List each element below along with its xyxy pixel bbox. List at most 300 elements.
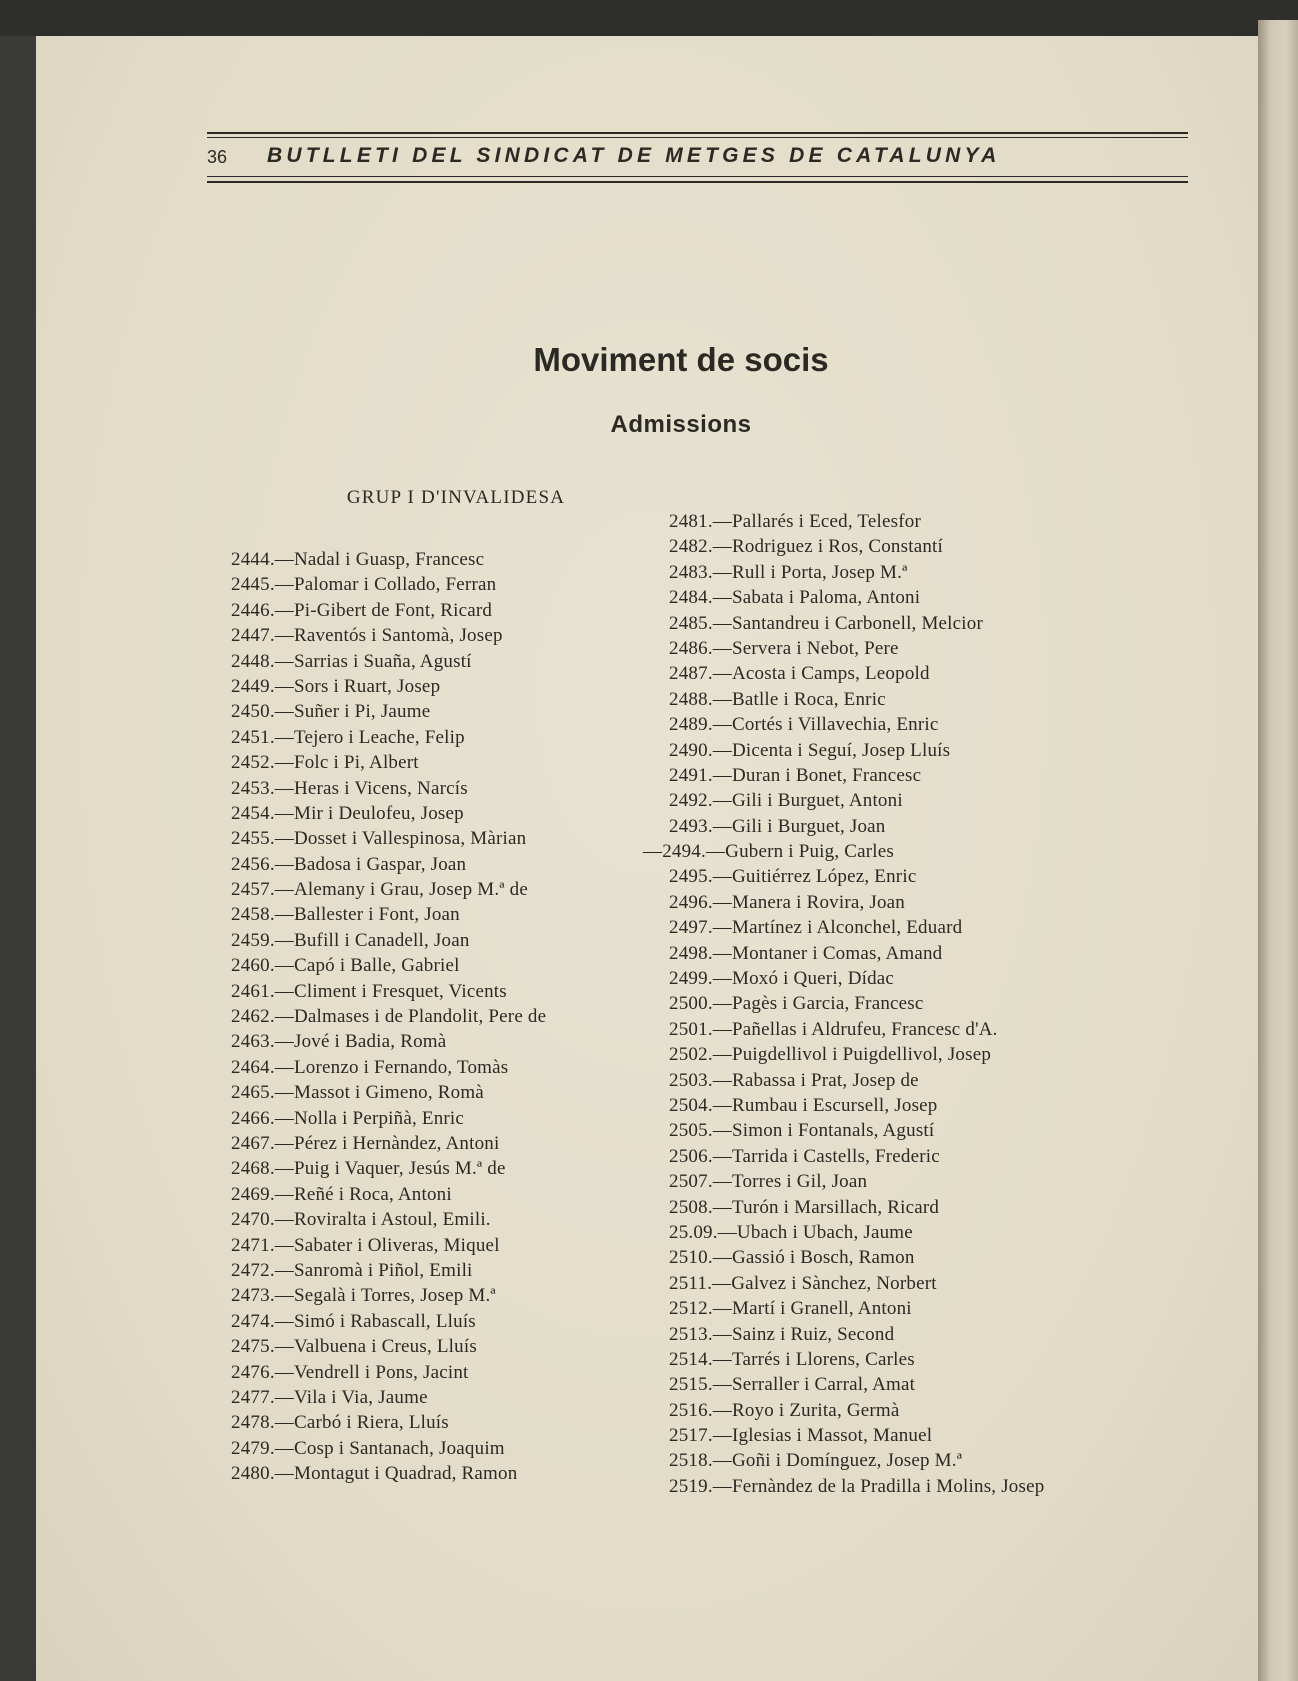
member-name: Guitiérrez López, Enric: [731, 866, 917, 888]
member-name: Lorenzo i Fernando, Tomàs: [293, 1056, 509, 1078]
member-name: Pi-Gibert de Font, Ricard: [293, 599, 493, 621]
member-entry: [669, 1220, 1044, 1245]
member-name: Montagut i Quadrad, Ramon: [293, 1463, 518, 1485]
entry-separator: .—: [269, 726, 294, 748]
member-number: 2502: [669, 1044, 708, 1066]
member-name: Heras i Vicens, Narcís: [293, 777, 468, 799]
member-name: Dalmases i de Plandolit, Pere de: [293, 1006, 547, 1028]
entry-separator: .—: [707, 511, 732, 532]
member-number: 2474: [231, 1310, 270, 1332]
member-number: 2478: [231, 1412, 270, 1434]
member-name: Iglesias i Massot, Manuel: [731, 1425, 933, 1447]
member-entry: [231, 1436, 546, 1461]
journal-title: BUTLLETI DEL SINDICAT DE METGES DE CATALUNYA: [267, 144, 1001, 167]
member-name: Sabater i Oliveras, Miquel: [293, 1234, 500, 1256]
member-number: 2476: [231, 1361, 270, 1383]
entry-separator: .—: [269, 1310, 294, 1332]
member-name: Dosset i Vallespinosa, Màrian: [293, 828, 527, 850]
right-member-list: [643, 509, 1045, 1499]
entry-separator: .—: [707, 1425, 732, 1447]
entry-separator: .—: [707, 1399, 732, 1421]
entry-separator: .—: [269, 828, 294, 850]
member-number: 2490: [669, 739, 708, 761]
member-entry: [231, 699, 546, 724]
member-entry: [669, 534, 1044, 559]
member-name: Martínez i Alconchel, Eduard: [731, 917, 963, 939]
entry-separator: .—: [707, 1145, 732, 1167]
member-name: Reñé i Roca, Antoni: [293, 1183, 452, 1205]
member-number: 2486: [669, 637, 708, 659]
member-name: Santandreu i Carbonell, Melcior: [731, 612, 983, 634]
member-entry: [231, 1106, 546, 1131]
member-name: Duran i Bonet, Francesc: [731, 764, 922, 786]
header-rule: [207, 132, 1188, 134]
member-number: 2471: [231, 1234, 270, 1256]
member-entry: [231, 801, 546, 826]
member-name: Turón i Marsillach, Ricard: [731, 1196, 940, 1218]
member-name: Galvez i Sànchez, Norbert: [731, 1272, 937, 1294]
member-number: 2516: [669, 1399, 708, 1421]
section-subtitle: Admissions: [610, 411, 752, 438]
member-number: 2445: [231, 574, 270, 596]
member-entry: [669, 1245, 1044, 1270]
member-entry: [669, 509, 1044, 534]
member-entry: [231, 1207, 546, 1232]
member-number: 2481: [669, 511, 708, 532]
member-entry: [231, 1004, 546, 1029]
member-entry: [669, 1017, 1044, 1042]
entry-separator: .—: [707, 764, 732, 786]
member-name: Fernàndez de la Pradilla i Molins, Josep: [731, 1475, 1045, 1497]
member-entry: [231, 1055, 546, 1080]
member-number: 2495: [669, 866, 708, 888]
entry-separator: .—: [269, 1082, 294, 1104]
member-number: 2458: [231, 904, 270, 926]
member-entry: [231, 1410, 546, 1435]
member-number: 2468: [231, 1158, 270, 1180]
member-number: 2487: [669, 663, 708, 685]
entry-separator: .—: [707, 815, 732, 837]
member-name: Acosta i Camps, Leopold: [731, 663, 930, 685]
entry-separator: .—: [707, 790, 732, 812]
entry-separator: .—: [707, 917, 732, 939]
entry-separator: .—: [269, 650, 294, 672]
entry-separator: .—: [269, 549, 294, 570]
member-name: Bufill i Canadell, Joan: [293, 929, 470, 951]
member-entry: [669, 788, 1044, 813]
member-entry: [669, 1271, 1044, 1296]
member-name: Capó i Balle, Gabriel: [293, 955, 460, 977]
member-entry: [231, 1233, 546, 1258]
member-name: Royo i Zurita, Germà: [731, 1399, 900, 1421]
member-entry: [669, 1347, 1044, 1372]
member-entry: [669, 1372, 1044, 1397]
member-number: 2500: [669, 993, 708, 1015]
member-name: Gubern i Puig, Carles: [725, 841, 895, 863]
entry-separator: .—: [269, 1336, 294, 1358]
member-entry: [669, 636, 1044, 661]
entry-separator: .—: [707, 714, 732, 736]
member-number: 2447: [231, 625, 270, 647]
member-number: 2518: [669, 1450, 708, 1472]
member-number: 2505: [669, 1120, 708, 1142]
member-entry: [231, 1334, 546, 1359]
entry-separator: .—: [269, 1386, 294, 1408]
member-name: Pagès i Garcia, Francesc: [731, 993, 924, 1015]
member-entry: [231, 852, 546, 877]
member-number: 2477: [231, 1386, 270, 1408]
member-number: 2456: [231, 853, 270, 875]
header-rule: [207, 181, 1188, 183]
member-entry: [669, 738, 1044, 763]
entry-separator: .—: [269, 929, 294, 951]
member-name: Tarrés i Llorens, Carles: [731, 1348, 915, 1370]
member-name: Puig i Vaquer, Jesús M.ª de: [293, 1158, 506, 1180]
member-name: Vendrell i Pons, Jacint: [293, 1361, 469, 1383]
entry-separator: .—: [269, 752, 294, 774]
entry-separator: .—: [707, 1298, 732, 1320]
member-name: Gili i Burguet, Antoni: [731, 790, 903, 812]
member-number: 2508: [669, 1196, 708, 1218]
member-entry: [231, 826, 546, 851]
member-number: 2492: [669, 790, 708, 812]
entry-separator: .—: [269, 675, 294, 697]
member-name: Ballester i Font, Joan: [293, 904, 460, 926]
member-number: 2501: [669, 1018, 708, 1040]
member-number: 2462: [231, 1006, 270, 1028]
member-number: 2497: [669, 917, 708, 939]
member-entry: [231, 902, 546, 927]
member-entry: [231, 598, 546, 623]
member-number: 25.09: [669, 1221, 713, 1243]
member-entry: [231, 750, 546, 775]
member-entry: [669, 814, 1044, 839]
header-rule: [207, 176, 1188, 177]
entry-separator: .—: [707, 663, 732, 685]
member-number: 2464: [231, 1056, 270, 1078]
entry-separator: .—: [269, 1234, 294, 1256]
member-name: Raventós i Santomà, Josep: [293, 625, 503, 647]
member-entry: [669, 1296, 1044, 1321]
member-entry: [231, 674, 546, 699]
entry-separator: .—: [701, 841, 726, 863]
member-name: Sanromà i Piñol, Emili: [293, 1259, 473, 1281]
member-name: Jové i Badia, Romà: [293, 1031, 447, 1053]
member-name: Rull i Porta, Josep M.ª: [731, 561, 908, 583]
section-title: Moviment de socis: [533, 341, 829, 378]
member-number: 2517: [669, 1425, 708, 1447]
member-number: 2451: [231, 726, 270, 748]
entry-separator: .—: [707, 942, 732, 964]
member-name: Dicenta i Seguí, Josep Lluís: [731, 739, 951, 761]
member-name: Palomar i Collado, Ferran: [293, 574, 497, 596]
member-entry: [669, 915, 1044, 940]
entry-separator: .—: [712, 1221, 737, 1243]
member-entry: [669, 763, 1044, 788]
member-number: 2479: [231, 1437, 270, 1459]
member-number: 2489: [669, 714, 708, 736]
entry-separator: .—: [269, 1158, 294, 1180]
entry-separator: .—: [269, 980, 294, 1002]
member-entry: [669, 864, 1044, 889]
member-entry: [669, 991, 1044, 1016]
member-name: Badosa i Gaspar, Joan: [293, 853, 467, 875]
member-entry: [669, 687, 1044, 712]
member-entry: [231, 623, 546, 648]
member-entry: [231, 877, 546, 902]
member-name: Servera i Nebot, Pere: [731, 637, 899, 659]
entry-separator: .—: [269, 1056, 294, 1078]
member-name: Vila i Via, Jaume: [293, 1386, 428, 1408]
member-number: 2514: [669, 1348, 708, 1370]
entry-separator: .—: [269, 1132, 294, 1154]
entry-separator: .—: [707, 637, 732, 659]
member-name: Gili i Burguet, Joan: [731, 815, 886, 837]
member-number: 2491: [669, 764, 708, 786]
member-entry: [669, 1398, 1044, 1423]
entry-separator: .—: [269, 625, 294, 647]
member-entry: [669, 1195, 1044, 1220]
entry-separator: .—: [707, 561, 732, 583]
member-number: 2483: [669, 561, 708, 583]
member-number: 2503: [669, 1069, 708, 1091]
member-name: Roviralta i Astoul, Emili.: [293, 1209, 491, 1231]
left-member-list: [231, 547, 546, 1486]
entry-separator: .—: [269, 1259, 294, 1281]
entry-separator: .—: [707, 1069, 732, 1091]
entry-separator: .—: [707, 1348, 732, 1370]
member-number: 2460: [231, 955, 270, 977]
member-entry: [231, 1385, 546, 1410]
member-entry: [231, 1029, 546, 1054]
member-name: Montaner i Comas, Amand: [731, 942, 943, 964]
member-name: Segalà i Torres, Josep M.ª: [293, 1285, 496, 1307]
member-number: 2488: [669, 688, 708, 710]
member-entry: [669, 585, 1044, 610]
entry-separator: .—: [269, 879, 294, 901]
member-entry: [231, 649, 546, 674]
member-number: 2510: [669, 1247, 708, 1269]
member-number: 2455: [231, 828, 270, 850]
member-number: 2507: [669, 1171, 708, 1193]
member-number: 2463: [231, 1031, 270, 1053]
entry-separator: .—: [707, 1247, 732, 1269]
member-name: Manera i Rovira, Joan: [731, 891, 906, 913]
member-name: Moxó i Queri, Dídac: [731, 968, 895, 990]
member-name: Cortés i Villavechia, Enric: [731, 714, 939, 736]
member-name: Nolla i Perpiñà, Enric: [293, 1107, 465, 1129]
running-head: [207, 132, 1188, 184]
member-entry: [669, 966, 1044, 991]
member-name: Torres i Gil, Joan: [731, 1171, 868, 1193]
entry-separator: .—: [707, 968, 732, 990]
entry-separator: .—: [269, 1031, 294, 1053]
member-name: Cosp i Santanach, Joaquim: [293, 1437, 505, 1459]
member-name: Suñer i Pi, Jaume: [293, 701, 431, 723]
member-number: 2470: [231, 1209, 270, 1231]
member-name: Rodriguez i Ros, Constantí: [731, 536, 943, 558]
member-entry: [669, 1144, 1044, 1169]
member-name: Sabata i Paloma, Antoni: [731, 587, 921, 609]
member-number: 2448: [231, 650, 270, 672]
member-name: Pañellas i Aldrufeu, Francesc d'A.: [731, 1018, 998, 1040]
member-number: 2506: [669, 1145, 708, 1167]
member-number: 2444: [231, 549, 270, 570]
member-entry: [231, 1156, 546, 1181]
member-entry: [231, 928, 546, 953]
member-number: 2493: [669, 815, 708, 837]
member-name: Sors i Ruart, Josep: [293, 675, 441, 697]
entry-separator: .—: [707, 1450, 732, 1472]
entry-separator: .—: [707, 993, 732, 1015]
member-number: 2519: [669, 1475, 708, 1497]
member-name: Gassió i Bosch, Ramon: [731, 1247, 915, 1269]
member-number: 2457: [231, 879, 270, 901]
entry-separator: .—: [269, 599, 294, 621]
entry-separator: .—: [707, 1323, 732, 1345]
member-name: Mir i Deulofeu, Josep: [293, 802, 464, 824]
member-name: Carbó i Riera, Lluís: [293, 1412, 449, 1434]
member-name: Goñi i Domínguez, Josep M.ª: [731, 1450, 963, 1472]
member-number: 2472: [231, 1259, 270, 1281]
member-entry: [231, 1182, 546, 1207]
member-name: Tejero i Leache, Felip: [293, 726, 465, 748]
member-entry: [231, 953, 546, 978]
member-number: 2459: [231, 929, 270, 951]
scan-background: [0, 0, 1298, 36]
member-number: —2494: [643, 841, 701, 863]
entry-separator: .—: [269, 701, 294, 723]
member-entry: [669, 1068, 1044, 1093]
member-number: 2499: [669, 968, 708, 990]
member-entry: [643, 839, 1044, 864]
member-number: 2473: [231, 1285, 270, 1307]
member-name: Puigdellivol i Puigdellivol, Josep: [731, 1044, 992, 1066]
entry-separator: .—: [269, 904, 294, 926]
group-heading: GRUP I D'INVALIDESA: [346, 487, 566, 508]
member-number: 2465: [231, 1082, 270, 1104]
entry-separator: .—: [269, 1183, 294, 1205]
member-name: Simó i Rabascall, Lluís: [293, 1310, 476, 1332]
member-number: 2450: [231, 701, 270, 723]
member-entry: [669, 1093, 1044, 1118]
member-entry: [669, 890, 1044, 915]
entry-separator: .—: [269, 1285, 294, 1307]
member-number: 2452: [231, 752, 270, 774]
member-name: Valbuena i Creus, Lluís: [293, 1336, 477, 1358]
member-entry: [231, 1360, 546, 1385]
member-number: 2496: [669, 891, 708, 913]
entry-separator: .—: [707, 1044, 732, 1066]
member-number: 2466: [231, 1107, 270, 1129]
member-name: Tarrida i Castells, Frederic: [731, 1145, 940, 1167]
member-entry: [669, 1042, 1044, 1067]
member-entry: [231, 979, 546, 1004]
entry-separator: .—: [707, 1094, 732, 1116]
document-page: [36, 36, 1258, 1681]
entry-separator: .—: [269, 955, 294, 977]
member-number: 2512: [669, 1298, 708, 1320]
member-name: Simon i Fontanals, Agustí: [731, 1120, 935, 1142]
entry-separator: .—: [269, 1361, 294, 1383]
member-entry: [669, 1169, 1044, 1194]
member-entry: [231, 1131, 546, 1156]
entry-separator: .—: [269, 1437, 294, 1459]
entry-separator: .—: [269, 574, 294, 596]
member-entry: [231, 1283, 546, 1308]
entry-separator: .—: [707, 1374, 732, 1396]
member-name: Rumbau i Escursell, Josep: [731, 1094, 938, 1116]
member-name: Folc i Pi, Albert: [293, 752, 419, 774]
entry-separator: .—: [269, 802, 294, 824]
member-entry: [669, 611, 1044, 636]
member-name: Ubach i Ubach, Jaume: [736, 1221, 913, 1243]
member-entry: [231, 1080, 546, 1105]
entry-separator: .—: [707, 536, 732, 558]
member-name: Pallarés i Eced, Telesfor: [731, 511, 921, 532]
member-name: Batlle i Roca, Enric: [731, 688, 886, 710]
entry-separator: .—: [269, 1209, 294, 1231]
member-name: Nadal i Guasp, Francesc: [293, 549, 485, 570]
member-entry: [669, 1448, 1044, 1473]
member-name: Sainz i Ruiz, Second: [731, 1323, 895, 1345]
header-rule: [207, 137, 1188, 138]
member-entry: [231, 547, 546, 572]
member-number: 2482: [669, 536, 708, 558]
member-name: Rabassa i Prat, Josep de: [731, 1069, 919, 1091]
member-number: 2461: [231, 980, 270, 1002]
member-entry: [231, 572, 546, 597]
member-number: 2467: [231, 1132, 270, 1154]
member-entry: [669, 1118, 1044, 1143]
member-number: 2504: [669, 1094, 708, 1116]
entry-separator: .—: [707, 1018, 732, 1040]
member-number: 2511: [669, 1272, 708, 1294]
member-entry: [231, 725, 546, 750]
entry-separator: .—: [707, 1475, 732, 1497]
entry-separator: .—: [269, 1006, 294, 1028]
member-number: 2485: [669, 612, 708, 634]
entry-separator: .—: [707, 587, 732, 609]
member-number: 2449: [231, 675, 270, 697]
entry-separator: .—: [707, 866, 732, 888]
entry-separator: .—: [707, 612, 732, 634]
member-number: 2515: [669, 1374, 708, 1396]
entry-separator: .—: [269, 1463, 294, 1485]
member-entry: [231, 1258, 546, 1283]
member-entry: [669, 1322, 1044, 1347]
entry-separator: .—: [707, 1120, 732, 1142]
member-name: Serraller i Carral, Amat: [731, 1374, 916, 1396]
member-number: 2454: [231, 802, 270, 824]
entry-separator: .—: [269, 1412, 294, 1434]
member-entry: [231, 1309, 546, 1334]
member-number: 2475: [231, 1336, 270, 1358]
member-name: Climent i Fresquet, Vicents: [293, 980, 507, 1002]
member-name: Sarrias i Suaña, Agustí: [293, 650, 472, 672]
member-name: Alemany i Grau, Josep M.ª de: [293, 879, 529, 901]
entry-separator: .—: [269, 1107, 294, 1129]
member-entry: [669, 560, 1044, 585]
entry-separator: .—: [707, 1272, 732, 1294]
member-name: Martí i Granell, Antoni: [731, 1298, 912, 1320]
member-entry: [231, 776, 546, 801]
entry-separator: .—: [269, 777, 294, 799]
next-page-edge: [1258, 20, 1298, 1681]
member-entry: [669, 661, 1044, 686]
member-entry: [231, 1461, 546, 1486]
member-entry: [669, 1423, 1044, 1448]
